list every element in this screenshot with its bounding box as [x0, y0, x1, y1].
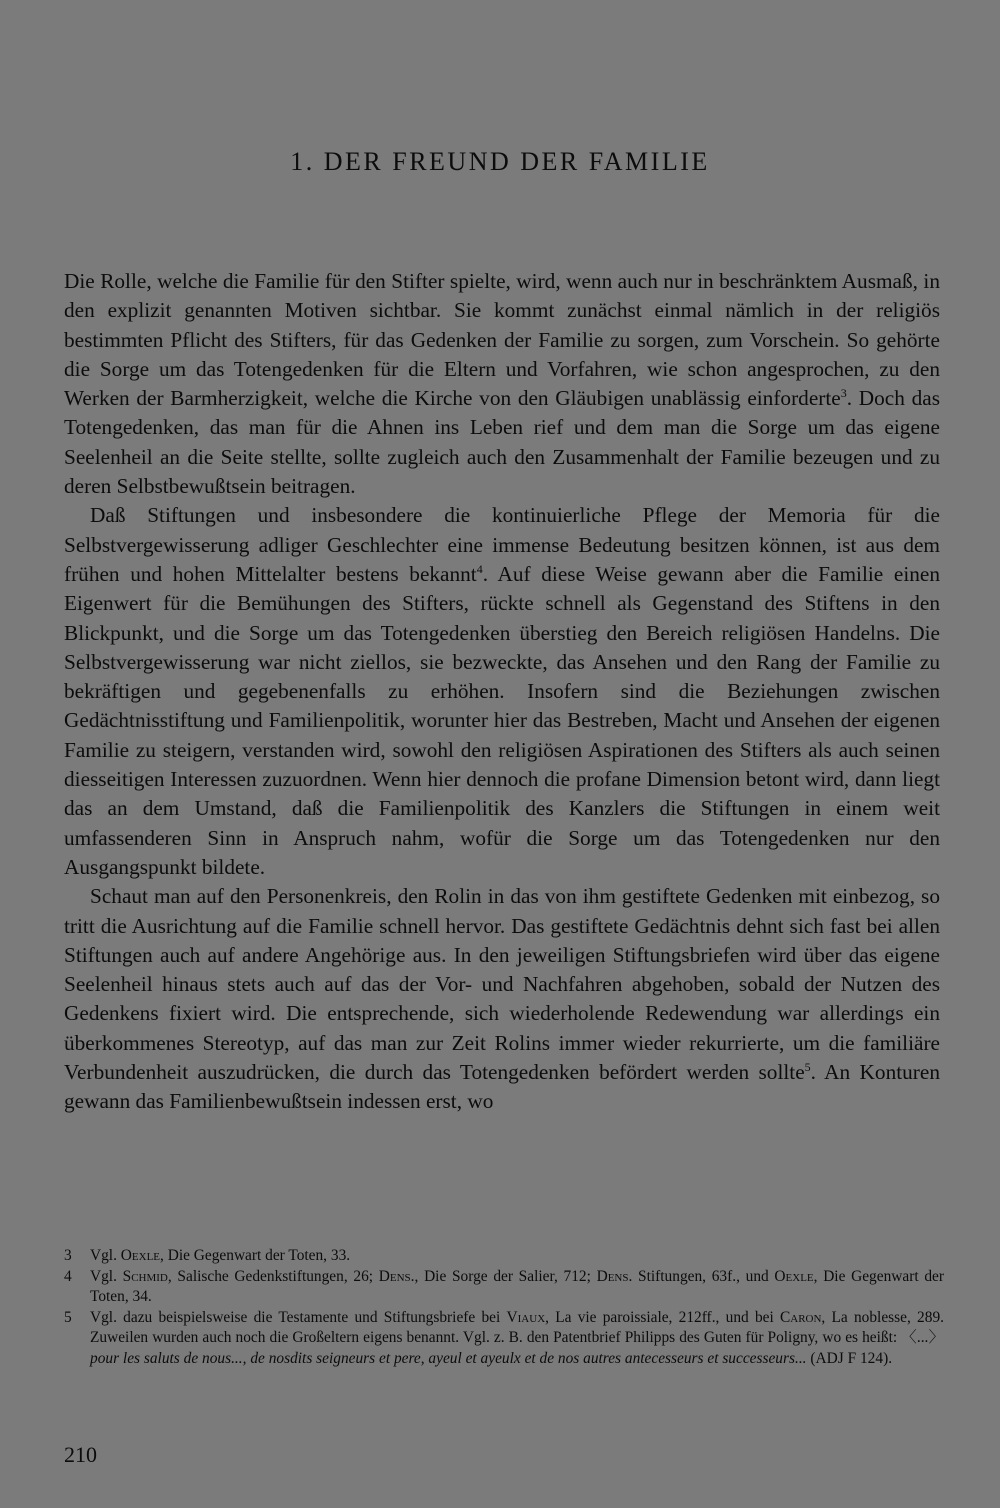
- footnote-author: Oexle: [120, 1247, 161, 1264]
- footnote-text: Vgl.: [90, 1267, 123, 1285]
- footnote-author: Schmid: [122, 1267, 168, 1285]
- paragraph: [64, 501, 940, 882]
- paragraph-text: Die Rolle, welche die Familie für den Stifter spielte, wird, wenn auch nur in beschränktem Ausmaß, in den explizit genannten Motiven sichtbar. Sie kommt zunächst einmal nämlich in der religiös bestimmten Pflicht des Stifters, für das Gedenken der Familie zu sorgen, zum Vorschein. So gehörte die Sorge um das Totengedenken für die Eltern und Vorfahren, wie schon angesprochen, zu den Werken der Barmherzigkeit, welche die Kirche von den Gläubigen unablässig einforderte: [64, 269, 940, 411]
- footnote-quotation: pour les saluts de nous..., de nosdits seigneurs et pere, ayeul et ayeulx et de nos autres antecesseurs et successeurs...: [90, 1349, 807, 1367]
- footnote-author: Caron: [779, 1308, 822, 1326]
- paragraph-text: . An Konturen gewann das Familienbewußtsein indessen erst, wo: [64, 1060, 940, 1114]
- footnote-text: , La vie paroissiale, 212ff., und bei: [545, 1308, 780, 1326]
- footnote-reference[interactable]: 3: [840, 386, 847, 401]
- paragraph: [64, 267, 940, 501]
- footnote-text: Vgl. dazu beispielsweise die Testamente und Stiftungsbriefe bei: [90, 1308, 507, 1326]
- footnote-reference[interactable]: 4: [476, 561, 483, 576]
- footnote-author: Oexle: [774, 1267, 814, 1285]
- footnote-text: Vgl.: [90, 1247, 121, 1264]
- footnote-text: , La noblesse, 289. Zuweilen wurden auch noch die Großeltern eigens benannt. Vgl. z. B. den Patentbrief Philipps des Guten für Poligny, wo es heißt: 〈...〉: [90, 1308, 944, 1346]
- paragraph-text: . Auf diese Weise gewann aber die Familie einen Eigenwert für die Bemühungen des Stifters, rückte schnell als Gegenstand des Stiftens in den Blickpunkt, und die Sorge um das Totengedenken überstieg den Bereich religiösen Handelns. Die Selbstvergewisserung war nicht ziellos, sie bezweckte, das Ansehen und den Rang der Familie zu bekräftigen und gegebenenfalls zu erhöhen. Insofern sind die Beziehungen zwischen Gedächtnisstiftung und Familienpolitik, worunter hier das Bestreben, Macht und Ansehen der eigenen Familie zu steigern, verstanden wird, sowohl den religiösen Aspirationen des Stifters als auch seinen diesseitigen Interessen zuzuordnen. Wenn hier dennoch die profane Dimension betont wird, dann liegt das an dem Umstand, daß die Familienpolitik des Kanzlers die Stiftungen in einem weit umfassenderen Sinn in Anspruch nahm, wofür die Sorge um das Totengedenken nur den Ausgangspunkt bildete.: [64, 561, 940, 879]
- footnote-number: 3: [64, 1247, 72, 1264]
- paragraph-text: Daß Stiftungen und insbesondere die kontinuierliche Pflege der Memoria für die Selbstvergewisserung adliger Geschlechter eine immense Bedeutung besitzen können, ist aus dem frühen und hohen Mittelalter bestens bekannt: [64, 503, 940, 586]
- paragraph-text: Schaut man auf den Personenkreis, den Rolin in das von ihm gestiftete Gedenken mit einbezog, so tritt die Ausrichtung auf die Familie schnell hervor. Das gestiftete Gedächtnis dehnt sich fast bei allen Stiftungen auch auf andere Angehörige aus. In den jeweiligen Stiftungsbriefen wird über das eigene Seelenheil hinaus stets auch auf das der Vor- und Nachfahren abgehoben, sobald der Nutzen des Gedenkens fixiert wird. Die entsprechende, sich wiederholende Redewendung war allerdings ein überkommenes Stereotyp, auf das man zur Zeit Rolins immer wieder rekurrierte, um die familiäre Verbundenheit auszudrücken, die durch das Totengedenken befördert werden sollte: [64, 884, 940, 1085]
- footnote: [64, 1267, 944, 1308]
- chapter-title: 1. DER FREUND DER FAMILIE: [290, 147, 710, 176]
- footnote-text: , Die Gegenwart der Toten, 33.: [160, 1247, 351, 1264]
- footnote: [64, 1308, 944, 1370]
- footnote-author: Dens: [378, 1267, 411, 1285]
- page-number: 210: [64, 1442, 97, 1467]
- footnote-text: ., Die Sorge der Salier, 712;: [410, 1267, 597, 1285]
- footnote-reference[interactable]: 5: [804, 1059, 811, 1074]
- paragraph-text: . Doch das Totengedenken, das man für die Ahnen ins Leben rief und dem man die Sorge um das eigene Seelenheil an die Seite stellte, sollte zugleich auch den Zusammenhalt der Familie bezeugen und zu deren Selbstbewußtsein beitragen.: [64, 386, 940, 499]
- footnote-text: , Die Gegenwart der Toten, 34.: [90, 1267, 944, 1305]
- footnote-number: 5: [64, 1308, 72, 1326]
- paragraph: [64, 882, 940, 1116]
- footnote-number: 4: [64, 1267, 72, 1285]
- footnote-text: . Stiftungen, 63f., und: [628, 1267, 775, 1285]
- footnote: [64, 1246, 944, 1267]
- footnote-text: (ADJ F 124).: [806, 1349, 893, 1367]
- footnote-text: , Salische Gedenkstiftungen, 26;: [167, 1267, 379, 1285]
- footnote-author: Viaux: [506, 1308, 546, 1326]
- body-text: [64, 267, 940, 1117]
- footnote-author: Dens: [596, 1267, 629, 1285]
- footnotes: [64, 1246, 944, 1369]
